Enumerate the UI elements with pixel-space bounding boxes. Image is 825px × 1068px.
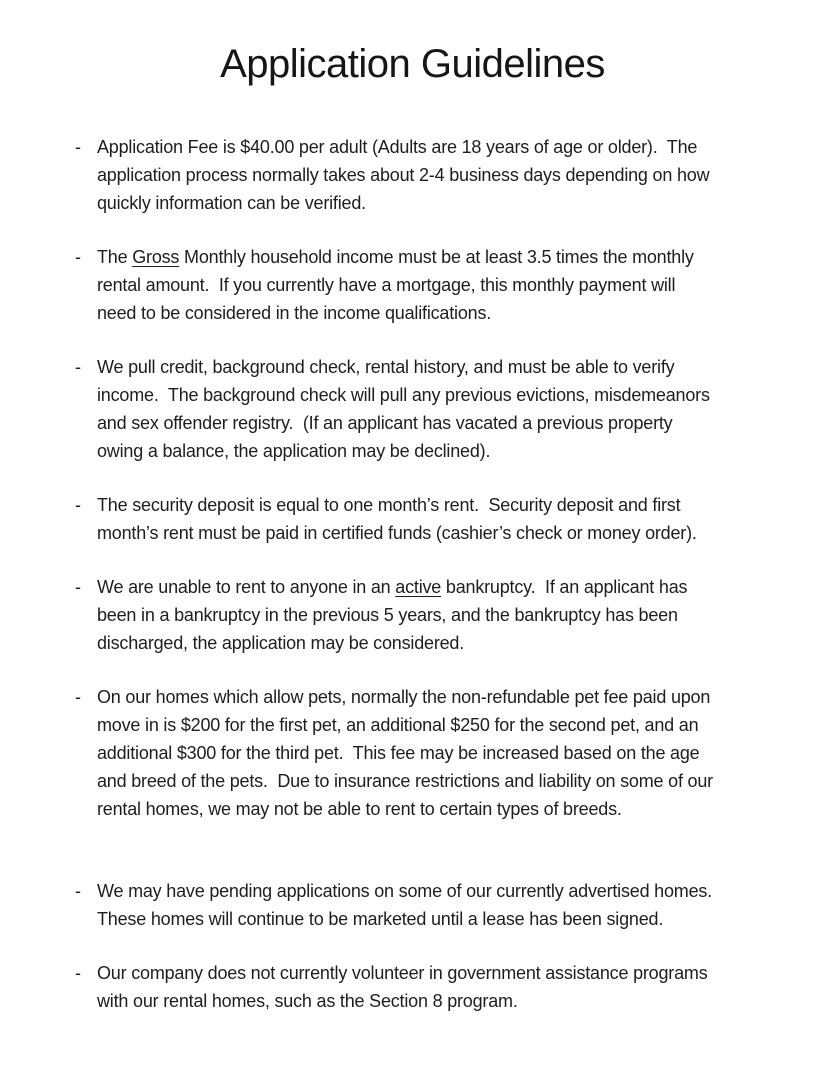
text-line: Application Fee is $40.00 per adult (Adults are 18 years of age or older). The	[97, 137, 698, 157]
list-item	[75, 243, 825, 327]
list-item	[75, 683, 825, 823]
page-title: Application Guidelines	[220, 42, 605, 86]
bullet-marker: -	[75, 881, 81, 901]
bullet-marker: -	[75, 577, 81, 597]
document-page	[0, 42, 825, 1068]
bullet-marker: -	[75, 247, 81, 267]
text-line: and breed of the pets. Due to insurance restrictions and liability on some of our	[97, 771, 713, 791]
text-line: rental homes, we may not be able to rent to certain types of breeds.	[97, 799, 622, 819]
text-line: The Gross Monthly household income must be at least 3.5 times the monthly	[97, 247, 694, 267]
list-item	[75, 353, 825, 465]
list-item	[75, 491, 825, 547]
list-item	[75, 959, 825, 1015]
text-line: income. The background check will pull any previous evictions, misdemeanors	[97, 385, 710, 405]
text-line: and sex offender registry. (If an applicant has vacated a previous property	[97, 413, 673, 433]
text-line: need to be considered in the income qualifications.	[97, 303, 492, 323]
text-line: rental amount. If you currently have a mortgage, this monthly payment will	[97, 275, 676, 295]
text-line: owing a balance, the application may be declined).	[97, 441, 491, 461]
text-line: On our homes which allow pets, normally the non-refundable pet fee paid upon	[97, 687, 711, 707]
bullet-paragraph	[97, 243, 825, 327]
text-line: discharged, the application may be considered.	[97, 633, 465, 653]
bullet-marker: -	[75, 495, 81, 515]
bullet-paragraph	[97, 877, 825, 933]
bullet-paragraph	[97, 491, 825, 547]
text-line: The security deposit is equal to one month’s rent. Security deposit and first	[97, 495, 681, 515]
text-line: been in a bankruptcy in the previous 5 years, and the bankruptcy has been	[97, 605, 678, 625]
text-line: We may have pending applications on some of our currently advertised homes.	[97, 881, 713, 901]
text-line: move in is $200 for the first pet, an additional $250 for the second pet, and an	[97, 715, 699, 735]
bullet-marker: -	[75, 963, 81, 983]
text-line: additional $300 for the third pet. This fee may be increased based on the age	[97, 743, 700, 763]
text-line: month’s rent must be paid in certified funds (cashier’s check or money order).	[97, 523, 697, 543]
text-line: We pull credit, background check, rental history, and must be able to verify	[97, 357, 675, 377]
list-item	[75, 877, 825, 933]
text-line: These homes will continue to be marketed until a lease has been signed.	[97, 909, 664, 929]
list-item	[75, 573, 825, 657]
list-item	[75, 133, 825, 217]
bullet-paragraph	[97, 353, 825, 465]
text-line: application process normally takes about 2-4 business days depending on how	[97, 165, 710, 185]
bullet-paragraph	[97, 573, 825, 657]
bullet-marker: -	[75, 687, 81, 707]
bullet-paragraph	[97, 683, 825, 823]
text-line: Our company does not currently volunteer in government assistance programs	[97, 963, 708, 983]
guidelines-list	[75, 133, 825, 1015]
text-line: quickly information can be verified.	[97, 193, 366, 213]
bullet-paragraph	[97, 133, 825, 217]
text-line: with our rental homes, such as the Section 8 program.	[97, 991, 518, 1011]
bullet-marker: -	[75, 137, 81, 157]
text-line: We are unable to rent to anyone in an active bankruptcy. If an applicant has	[97, 577, 688, 597]
bullet-paragraph	[97, 959, 825, 1015]
bullet-marker: -	[75, 357, 81, 377]
